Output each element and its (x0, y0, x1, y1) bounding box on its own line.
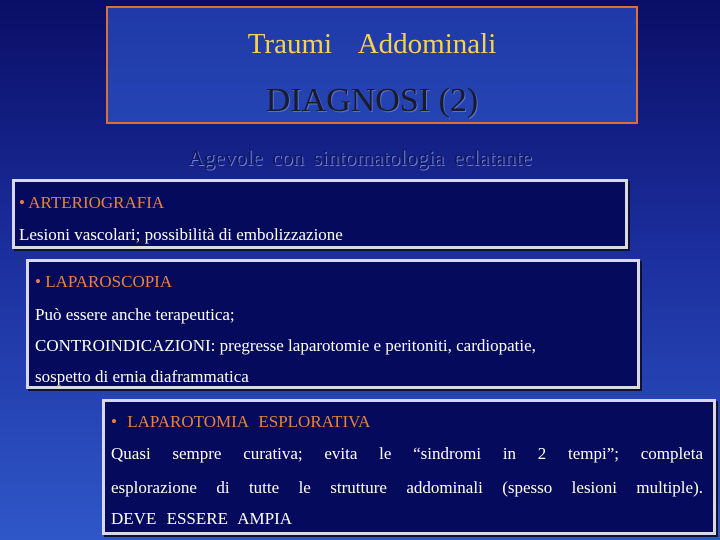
laparotomia-text-line: DEVE ESSERE AMPIA (111, 509, 293, 528)
arteriografia-box (12, 179, 628, 249)
laparoscopia-text-line: sospetto di ernia diaframmatica (35, 367, 249, 386)
slide-title: Traumi Addominali (247, 28, 497, 60)
laparotomia-text-line: Quasi sempre curativa; evita le “sindromi in 2 tempi”; completa (111, 444, 703, 463)
title-box (106, 6, 638, 124)
laparotomia-text-line: esplorazione di tutte le strutture addominali (spesso lesioni multiple). (111, 478, 703, 497)
arteriografia-heading: • ARTERIOGRAFIA (19, 193, 165, 212)
laparotomia-heading: • LAPAROTOMIA ESPLORATIVA (111, 412, 371, 431)
laparoscopia-text-line: Può essere anche terapeutica; (35, 305, 235, 324)
laparoscopia-box (26, 259, 640, 389)
slide-heading: DIAGNOSI (2) (265, 82, 479, 119)
arteriografia-text: Lesioni vascolari; possibilità di embolizzazione (19, 225, 343, 244)
laparoscopia-heading: • LAPAROSCOPIA (35, 272, 173, 291)
laparoscopia-text-line: CONTROINDICAZIONI: pregresse laparotomie e peritoniti, cardiopatie, (35, 336, 536, 355)
slide-subtitle: Agevole con sintomatologia eclatante (188, 145, 532, 170)
laparotomia-box (102, 399, 716, 535)
